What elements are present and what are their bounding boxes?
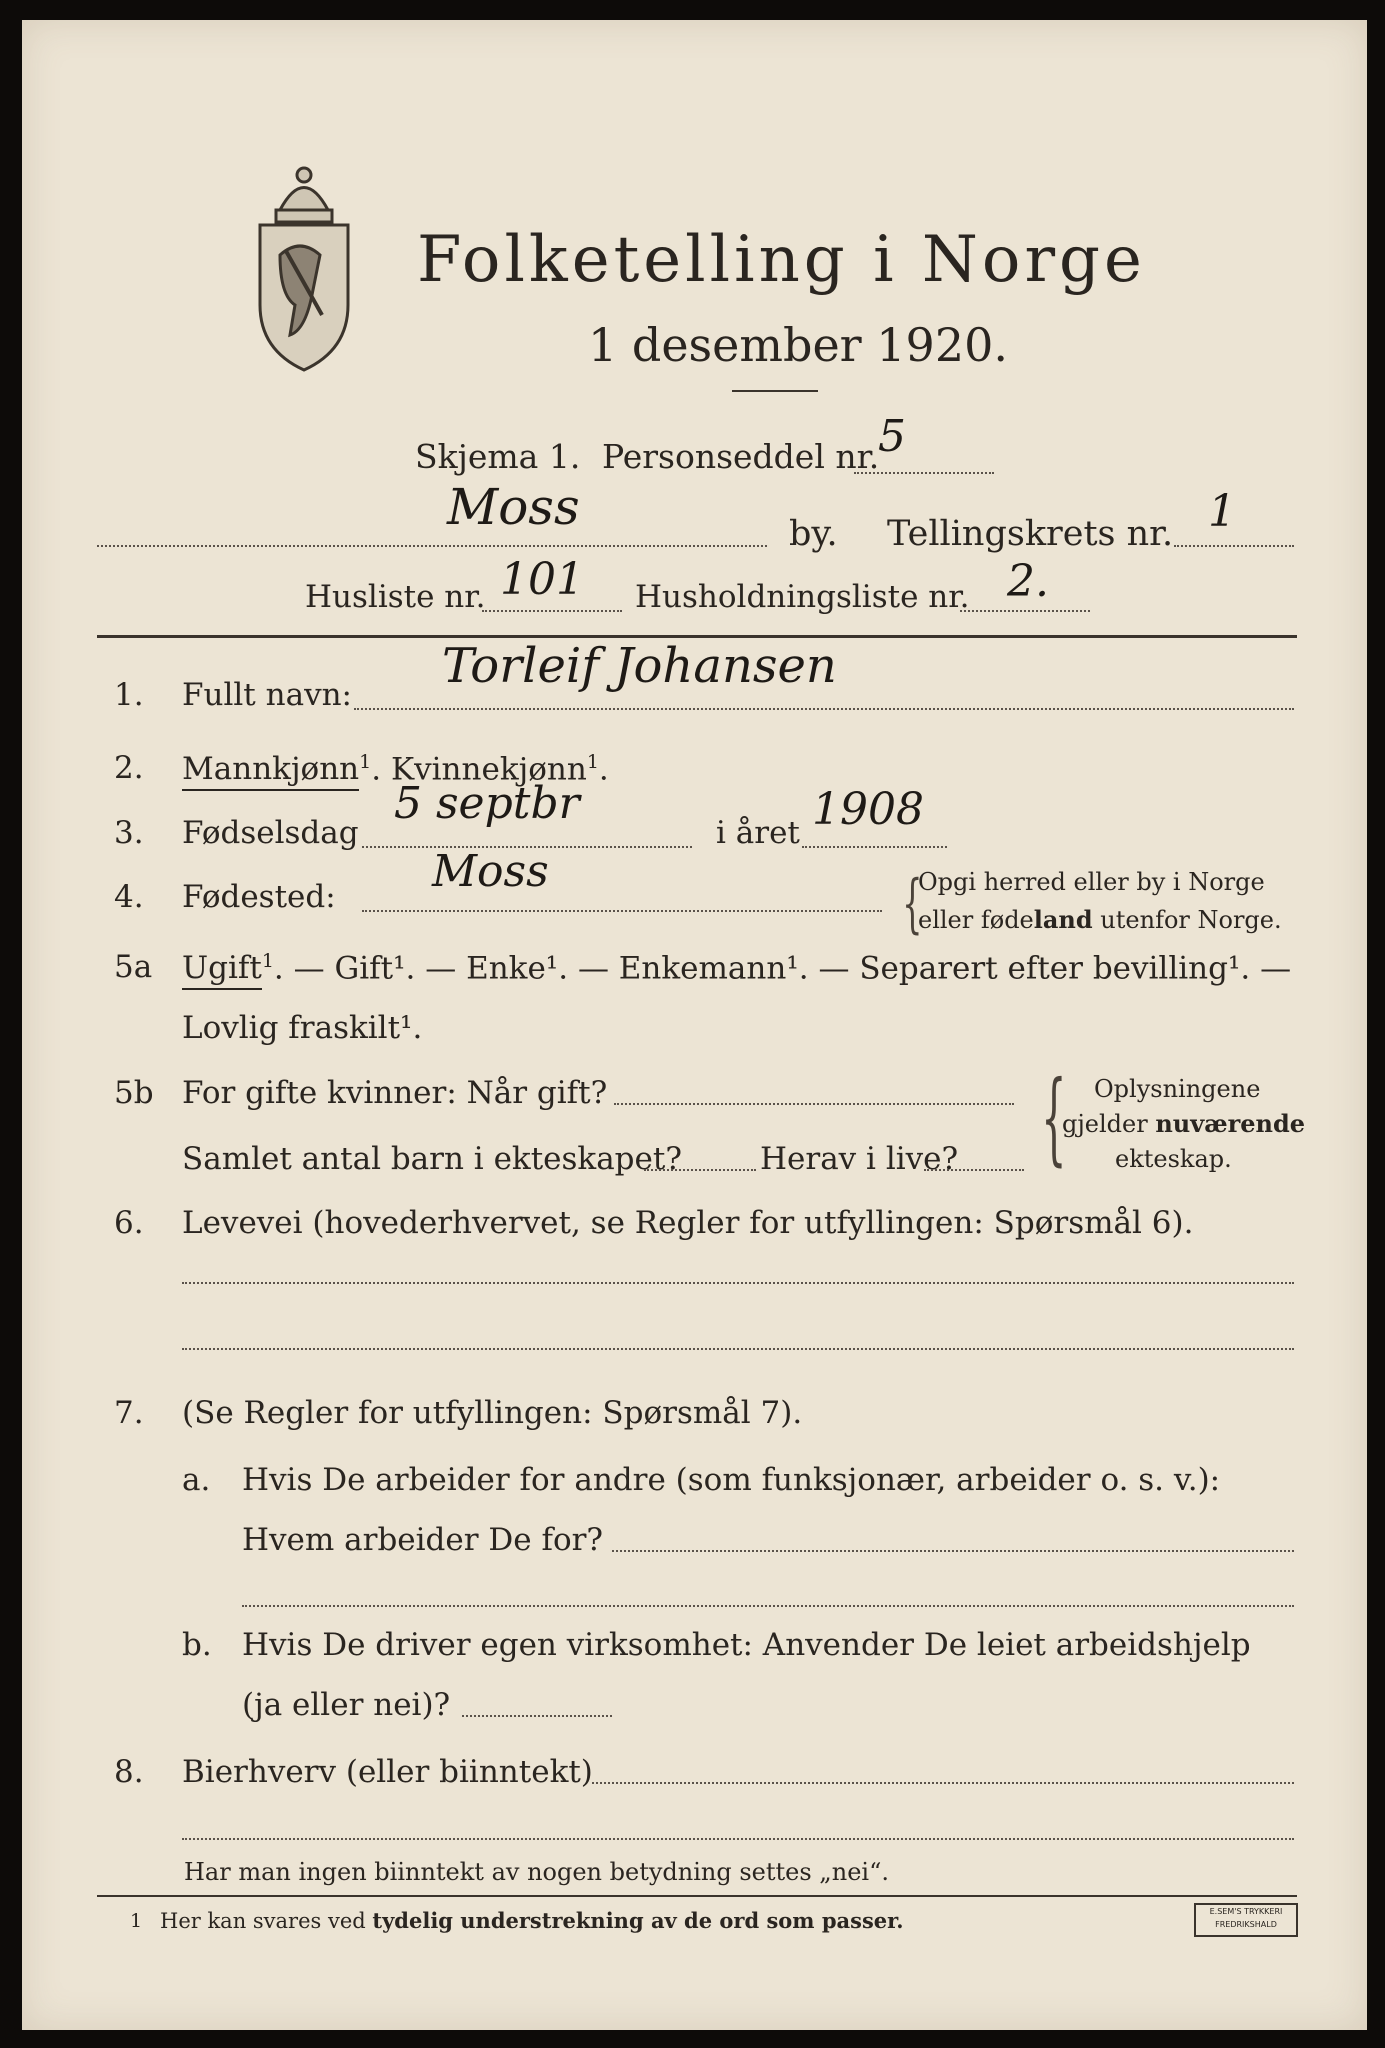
q1-number: 1.: [114, 677, 144, 713]
q4-label: Fødested:: [182, 879, 336, 915]
sex-female-option: Kvinnekjønn: [390, 751, 587, 788]
side-income-field-1: [592, 1782, 1294, 1784]
marital-other-options: . — Gift¹. — Enke¹. — Enkemann¹. — Separert efter bevilling¹. —: [273, 950, 1292, 987]
q7b-label: Hvis De driver egen virksomhet: Anvender De leiet arbeidshjelp: [242, 1627, 1251, 1663]
q5b-note2-b: nuværende: [1155, 1109, 1306, 1138]
tellingskrets-field: [1174, 545, 1294, 547]
form-date: 1 desember 1920.: [588, 318, 1008, 372]
children-alive-field: [924, 1169, 1024, 1171]
footnote-text: [160, 1910, 904, 1932]
full-name-value: Torleif Johansen: [442, 638, 837, 694]
q5a-number: 5a: [114, 949, 153, 985]
occupation-field-1: [182, 1282, 1294, 1284]
birthplace-field: [362, 910, 882, 912]
q6-number: 6.: [114, 1205, 144, 1241]
footnote-number: 1: [130, 1910, 143, 1932]
q5b-brace: {: [1041, 1059, 1067, 1176]
footnote-text-a: Her kan svares ved: [160, 1909, 373, 1933]
birthplace-value: Moss: [432, 846, 549, 897]
side-income-field-2: [182, 1838, 1294, 1840]
marital-ugift-option: Ugift: [182, 950, 262, 990]
q7a-label2: Hvem arbeider De for?: [242, 1522, 604, 1558]
form-title: Folketelling i Norge: [417, 223, 1146, 297]
q5a-line2: Lovlig fraskilt¹.: [182, 1010, 423, 1046]
printer-stamp: [1194, 1903, 1298, 1937]
personseddel-field: [854, 472, 994, 474]
title-divider: [732, 390, 818, 392]
occupation-field-2: [182, 1348, 1294, 1350]
footnote-divider: [97, 1895, 1297, 1897]
q5b-label2: Samlet antal barn i ekteskapet?: [182, 1141, 682, 1177]
q8-number: 8.: [114, 1754, 144, 1790]
coat-of-arms-icon: [250, 155, 358, 380]
q5b-note2-a: gjelder: [1062, 1110, 1156, 1138]
q7b-label2: (ja eller nei)?: [242, 1687, 451, 1723]
q5b-number: 5b: [114, 1075, 154, 1111]
q2-end: .: [598, 751, 609, 788]
q4-brace: {: [902, 867, 923, 941]
q3-label: Fødselsdag: [182, 815, 359, 851]
by-field: [97, 545, 767, 547]
q7-number: 7.: [114, 1395, 144, 1431]
birthyear-value: 1908: [812, 784, 924, 835]
employer-field-1: [612, 1550, 1294, 1552]
q2-number: 2.: [114, 750, 144, 786]
tellingskrets-value: 1: [1208, 486, 1236, 537]
q5b-label3: Herav i live?: [760, 1141, 959, 1177]
q6-label: Levevei (hovederhvervet, se Regler for utfyllingen: Spørsmål 6).: [182, 1205, 1194, 1241]
birthyear-field: [802, 846, 947, 848]
census-form-page: [22, 20, 1367, 2030]
q4-note-b: land: [1033, 905, 1093, 934]
birthdate-value: 5 septbr: [394, 778, 580, 829]
full-name-field: [354, 708, 1294, 710]
q4-note-line2: [918, 905, 1282, 934]
husliste-label: Husliste nr.: [305, 579, 486, 615]
female-footnote-ref: 1: [586, 751, 599, 773]
husliste-value: 101: [500, 554, 584, 605]
by-value: Moss: [447, 478, 580, 536]
q4-note-a: eller føde: [918, 906, 1034, 934]
personseddel-value: 5: [878, 411, 906, 462]
when-married-field: [614, 1103, 1014, 1105]
skjema-label: Skjema 1.: [415, 437, 581, 476]
q7a-label: Hvis De arbeider for andre (som funksjonær, arbeider o. s. v.):: [242, 1462, 1221, 1498]
q3-number: 3.: [114, 815, 144, 851]
q5b-note1: Oplysningene: [1094, 1075, 1261, 1103]
printer-stamp-line2: FREDRIKSHALD: [1215, 1920, 1277, 1929]
ugift-footnote-ref: 1: [261, 950, 274, 972]
hired-help-field: [462, 1715, 612, 1717]
employer-field-2: [242, 1605, 1294, 1607]
tellingskrets-label: Tellingskrets nr.: [887, 514, 1174, 554]
by-label: by.: [789, 514, 838, 554]
q2-separator: .: [371, 751, 382, 788]
husholdning-field: [960, 610, 1090, 612]
footnote-text-b: tydelig understrekning av de ord som passer.: [372, 1908, 904, 1933]
printer-stamp-line1: E.SEM'S TRYKKERI: [1209, 1907, 1283, 1916]
husliste-field: [482, 610, 622, 612]
q7b-number: b.: [182, 1627, 212, 1663]
q5b-note2: [1062, 1109, 1306, 1138]
husholdning-value: 2.: [1007, 556, 1049, 607]
personseddel-label: Personseddel nr.: [602, 437, 880, 476]
q5b-label1: For gifte kvinner: Når gift?: [182, 1075, 608, 1111]
q5a-options: [182, 950, 1292, 987]
q4-number: 4.: [114, 879, 144, 915]
male-footnote-ref: 1: [359, 751, 372, 773]
q8-label: Bierhverv (eller biinntekt): [182, 1754, 593, 1790]
q5b-note3: ekteskap.: [1115, 1145, 1232, 1173]
q8-note: Har man ingen biinntekt av nogen betydning settes „nei“.: [184, 1858, 889, 1886]
sex-male-option: Mannkjønn: [182, 751, 359, 791]
q7a-number: a.: [182, 1462, 211, 1498]
q4-note-line1: Opgi herred eller by i Norge: [918, 868, 1265, 896]
q4-note-c: utenfor Norge.: [1092, 906, 1282, 934]
q7-label: (Se Regler for utfyllingen: Spørsmål 7).: [182, 1395, 803, 1431]
q1-label: Fullt navn:: [182, 677, 352, 713]
children-count-field: [644, 1169, 756, 1171]
year-label: i året: [716, 815, 800, 851]
husholdning-label: Husholdningsliste nr.: [635, 579, 970, 615]
